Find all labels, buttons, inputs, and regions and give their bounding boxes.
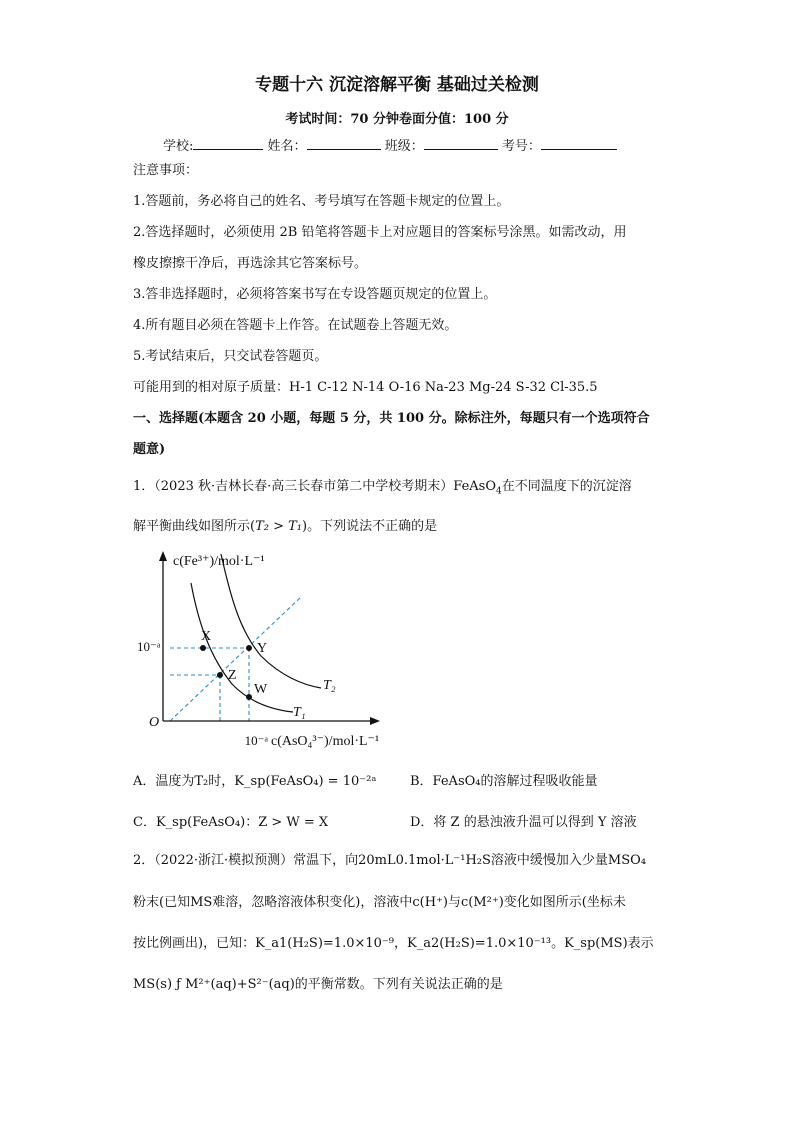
notice-heading: 注意事项： — [133, 163, 199, 178]
class-label: 班级： — [384, 139, 424, 154]
point-label-z: Z — [228, 668, 237, 683]
q1-solubility-chart — [133, 548, 398, 753]
student-info-fields — [163, 135, 617, 154]
y-axis-label: c(Fe³⁺)/mol·L⁻¹ — [173, 554, 265, 569]
curve-label-t2: T₂ — [323, 678, 336, 693]
q1-option-a[interactable]: A．温度为T₂时，K_sp(FeAsO₄) = 10⁻²ᵃ — [133, 774, 377, 789]
section-heading: 一、选择题(本题含 20 小题，每题 5 分，共 100 分。除标注外，每题只有一个选项符合 — [133, 411, 650, 426]
point-x — [200, 645, 206, 651]
q1-formula: FeAsO$_4$ — [453, 479, 502, 497]
point-label-w: W — [254, 682, 268, 697]
notice-item: 3.答非选择题时，必须将答案书写在专设答题页规定的位置上。 — [133, 287, 497, 302]
origin-label: O — [149, 715, 160, 730]
point-z — [217, 672, 223, 678]
page-title: 专题十六 沉淀溶解平衡 基础过关检测 — [255, 75, 539, 95]
x-axis-arrow — [370, 717, 380, 725]
q1-stem-line2: 解平衡曲线如图所示(T₂ > T₁)。下列说法不正确的是 — [133, 519, 438, 534]
q1-option-c[interactable]: C．K_sp(FeAsO₄)：Z > W = X — [133, 815, 329, 830]
section-heading-cont: 题意) — [133, 442, 166, 457]
notice-item: 5.考试结束后，只交试卷答题页。 — [133, 349, 328, 364]
notice-item: 2.答选择题时，必须使用 2B 铅笔将答题卡上对应题目的答案标号涂黑。如需改动，用 — [133, 225, 627, 240]
exam-info: 考试时间：70 分钟卷面分值：100 分 — [285, 112, 509, 127]
notice-item: 4.所有题目必须在答题卡上作答。在试题卷上答题无效。 — [133, 318, 458, 333]
q2-stem-line4: MS(s) ƒ M²⁺(aq)+S²⁻(aq)的平衡常数。下列有关说法正确的是 — [133, 977, 503, 992]
number-label: 考号： — [501, 139, 541, 154]
point-w — [246, 694, 252, 700]
point-y — [246, 645, 252, 651]
class-blank[interactable] — [424, 136, 498, 150]
notice-item: 橡皮擦擦干净后，再选涂其它答案标号。 — [133, 256, 368, 271]
q2-stem-line1: 2．（2022·浙江·模拟预测）常温下，向20mL0.1mol·L⁻¹H₂S溶液中缓慢加入少量MSO₄ — [133, 853, 646, 868]
x-tick-label: 10⁻ᵃ — [244, 733, 268, 748]
q2-stem-line3: 按比例画出)，已知：K_a1(H₂S)=1.0×10⁻⁹，K_a2(H₂S)=1.0×10⁻¹³。K_sp(MS)表示 — [133, 936, 654, 951]
q1-option-d[interactable]: D．将 Z 的悬浊液升温可以得到 Y 溶液 — [410, 815, 637, 830]
point-label-y: Y — [257, 641, 268, 656]
q1-stem-line1: 1．（2023 秋·吉林长春·高三长春市第二中学校考期末）FeAsO$_4$在不同温度下的沉淀溶 — [133, 479, 632, 497]
y-axis-arrow — [159, 551, 167, 561]
school-blank[interactable] — [193, 136, 263, 150]
number-blank[interactable] — [541, 136, 617, 150]
curve-label-t1: T₁ — [293, 705, 306, 720]
x-axis-label: c(AsO₄³⁻)/mol·L⁻¹ — [271, 734, 380, 749]
name-blank[interactable] — [307, 136, 381, 150]
q1-temperature-condition: T₂ > T₁ — [255, 519, 302, 534]
name-label: 姓名： — [267, 139, 307, 154]
school-label: 学校: — [163, 139, 194, 154]
q2-stem-line2: 粉末(已知MS难溶，忽略溶液体积变化)，溶液中c(H⁺)与c(M²⁺)变化如图所示(坐标未 — [133, 895, 626, 910]
atomic-masses: 可能用到的相对原子质量：H-1 C-12 N-14 O-16 Na-23 Mg-24 S-32 Cl-35.5 — [133, 380, 598, 395]
notice-item: 1.答题前，务必将自己的姓名、考号填写在答题卡规定的位置上。 — [133, 194, 510, 209]
y-tick-label: 10⁻ᵃ — [137, 639, 161, 654]
chart-guide-diagonal — [170, 597, 301, 721]
point-label-x: X — [201, 629, 212, 644]
q1-option-b[interactable]: B．FeAsO₄的溶解过程吸收能量 — [410, 774, 598, 789]
